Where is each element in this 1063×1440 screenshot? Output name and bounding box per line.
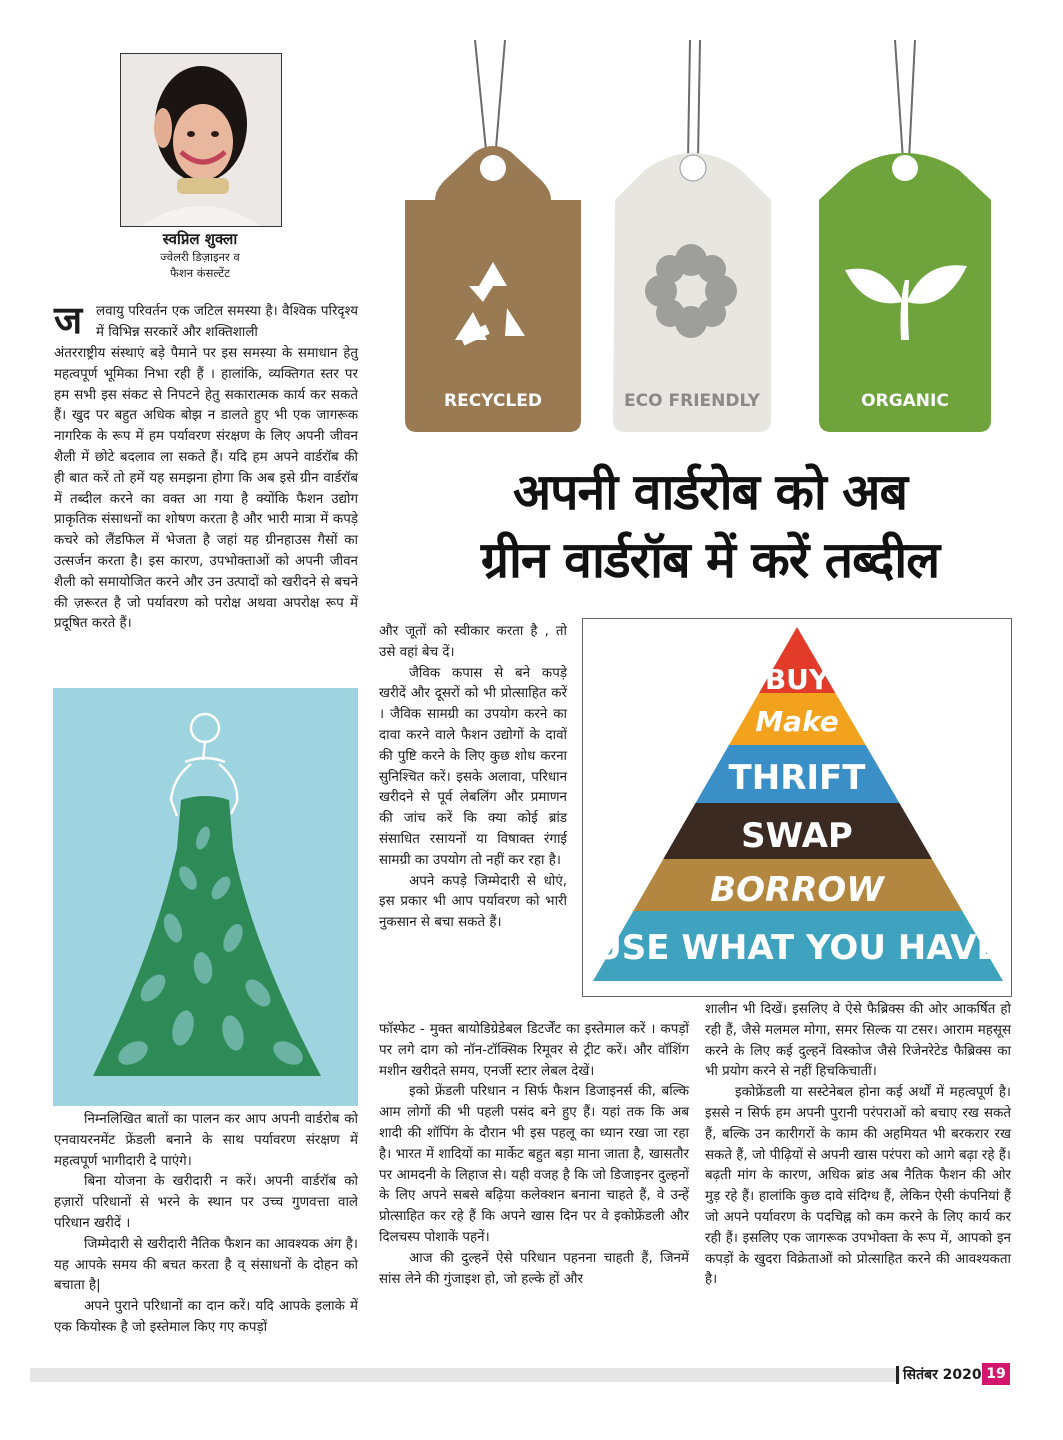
tag-label-recycled: RECYCLED [444, 391, 542, 411]
paragraph: बिना योजना के खरीदारी न करें। अपनी वार्डरॉब को हज़ारों परिधानों से भरने के स्थान पर उच्च गुणवत्ता वाले परिधान खरीदें । [54, 1174, 358, 1231]
author-role: फैशन कंसल्टेंट [170, 266, 230, 280]
col1-bottom-text [54, 1110, 358, 1339]
pyramid-level-borrow: BORROW [710, 870, 884, 910]
paragraph: फॉस्फेट - मुक्त बायोडिग्रेडेबल डिटर्जेंट का इस्तेमाल करें । कपड़ों पर लगे दाग को नॉन-टॉक्सिक रिमूवर से ट्रीट करें। और वॉशिंग मशीन खरीदते समय, एनर्जी स्टार लेबल देखें। [379, 1022, 689, 1079]
paragraph: आज की दुल्हनें ऐसे परिधान पहनना चाहती हैं, जिनमें सांस लेने की गुंजाइश हो, जो हल्के हों और [379, 1250, 689, 1287]
intro-lead-text: लवायु परिवर्तन एक जटिल समस्या है। वैश्विक परिदृश्य में विभिन्न सरकारें और शक्तिशाली [96, 304, 358, 340]
col2-top-text [379, 622, 567, 934]
paragraph: शालीन भी दिखें। इसलिए वे ऐसे फैब्रिक्स की ओर आकर्षित हो रही हैं, जैसे मलमल मोगा, समर सिल्क या टसर। आराम महसूस करने के लिए कई दुल्हनें विस्कोज जैसे रिजेनरेटेड फैब्रिक्स का भी प्रयोग करने से नहीं हिचकिचातीं। [705, 1002, 1011, 1080]
eco-tags-graphic [395, 40, 1015, 460]
headline-line1: अपनी वार्डरोब को अब [512, 463, 908, 521]
eco-tags-image [395, 40, 1015, 460]
tag-label-organic: ORGANIC [861, 391, 949, 411]
paragraph: और जूतों को स्वीकार करता है , तो उसे वहां बेच दें। [379, 624, 567, 660]
paragraph: जिम्मेदारी से खरीदारी नैतिक फैशन का आवश्यक अंग है। यह आपके समय की बचत करता है व् संसाधनों के दोहन को बचाता है| [54, 1236, 358, 1294]
drop-cap: ज [54, 298, 83, 342]
page-number: 19 [982, 1363, 1010, 1385]
paragraph: इको फ्रेंडली परिधान न सिर्फ फैशन डिजाइनर्स की, बल्कि आम लोगों की भी पहली पसंद बने हुए हैं। यहां तक कि अब शादी की शॉपिंग के दौरान भी इस पहलू का ध्यान रखा जा रहा है। भारत में शादियों का मार्केट बहुत बड़ा माना जाता है, खासतौर पर आमदनी के लिहाज से। यही वजह है कि जो डिजाइनर दुल्हनों के लिए अपने सबसे बढ़िया कलेक्शन बनाना चाहते हैं, वे उन्हें प्रोत्साहित कर रहे हैं कि अपने खास दिन पर वे इकोफ्रेंडली और दिलचस्प पोशाकें पहनें। [379, 1084, 689, 1245]
intro-body [54, 344, 358, 635]
footer-bar [30, 1364, 1010, 1386]
paragraph: जैविक कपास से बने कपड़े खरीदें और दूसरों को भी प्रोत्साहित करें । जैविक सामग्री का उपयोग करने का दावा करने वाले फैशन उद्योगों के दावों की पुष्टि करने के लिए कुछ शोध करना सुनिश्चित करें। इसके अलावा, परिधान खरीदने से पूर्व लेबलिंग और प्रमाणन की जांच करें कि क्या कोई ब्रांड संसाधित रसायनों या विषाक्त रंगाई सामग्री का उपयोग तो नहीं कर रहा है। [379, 665, 567, 868]
col2-bottom-text [379, 1020, 689, 1290]
pyramid-level-thrift: THRIFT [728, 758, 866, 798]
intro-body-text: अंतरराष्ट्रीय संस्थाएं बड़े पैमाने पर इस समस्या के समाधान हेतु महत्वपूर्ण भूमिका निभा रही हैं । हालांकि, व्यक्तिगत स्तर पर हम सभी इस संकट से निपटने हेतु सकारात्मक कार्य कर सकते हैं। खुद पर बहुत अधिक बोझ न डालते हुए भी एक जागरूक नागरिक के रूप में हम पर्यावरण संरक्षण के लिए अपनी जीवन शैली में छोटे बदलाव ला सकते हैं। यदि हम अपने वार्डरॉब की ही बात करें तो हमें यह समझना होगा कि अब इसे ग्रीन वार्डरॉब में तब्दील करने का वक्त आ गया है क्योंकि फैशन उद्योग प्राकृतिक संसाधनों का शोषण करता है और भारी मात्रा में कपड़े कचरे को लैंडफिल में भेजता है जहां यह ग्रीनहाउस गैसों का उत्सर्जन करता है। इस कारण, उपभोक्ताओं को अपनी जीवन शैली को समायोजित करने और उन उत्पादों को खरीदने से बचने की ज़रूरत है जो पर्यावरण को परोक्ष अथवा अपरोक्ष रूप में प्रदूषित करते हैं। [54, 346, 358, 632]
col3-text [705, 1000, 1011, 1291]
leaf-dress-graphic [53, 688, 358, 1106]
author-photo [120, 53, 282, 227]
paragraph: निम्नलिखित बातों का पालन कर आप अपनी वार्डरोब को एनवायरनमेंट फ्रेंडली बनाने के साथ पर्यावरण संरक्षण में महत्वपूर्ण भागीदारी दे पाएंगे। [54, 1112, 358, 1169]
pyramid-level-make: Make [755, 705, 839, 738]
headline-line2: ग्रीन वार्डरॉब में करें तब्दील [480, 531, 940, 589]
footer-month: सितंबर 2020 [903, 1367, 982, 1383]
author-name: स्वप्निल शुक्ला [162, 230, 238, 248]
pyramid-graphic [583, 619, 1011, 996]
paragraph: अपने पुराने परिधानों का दान करें। यदि आपके इलाके में एक कियोस्क है जो इस्तेमाल किए गए कपड़ों [54, 1299, 358, 1335]
author-portrait-graphic [121, 54, 281, 226]
consumption-pyramid-image [582, 618, 1012, 997]
paragraph: इकोफ्रेंडली या सस्टेनेबल होना कई अर्थों में महत्वपूर्ण है। इससे न सिर्फ हम अपनी पुरानी परंपराओं को बचाए रख सकते हैं, बल्कि उन कारीगरों के काम की अहमियत भी बरकरार रख सकते हैं, जो पीढ़ियों से अपनी खास परंपरा को आगे बढ़ा रहे हैं। बढ़ती मांग के कारण, अधिक ब्रांड अब नैतिक फैशन की ओर मुड़ रहे हैं। हालांकि कुछ दावे संदिग्ध हैं, लेकिन ऐसी कंपनियां हैं जो अपने पर्यावरण के पदचिह्न को कम करने के लिए कार्य कर रही हैं। इसलिए एक जागरूक उपभोक्ता के रूप में, आपको इन कपड़ों के खुदरा विक्रेताओं को प्रोत्साहित करने की आवश्यकता है। [705, 1085, 1011, 1288]
paragraph: अपने कपड़े जिम्मेदारी से धोएं, इस प्रकार भी आप पर्यावरण को भारी नुकसान से बचा सकते हैं। [379, 873, 567, 931]
pyramid-level-use-what-you-have: USE WHAT YOU HAVE [594, 928, 1000, 968]
pyramid-level-buy: BUY [764, 663, 830, 696]
tag-label-eco-friendly: ECO FRIENDLY [624, 391, 760, 411]
dress-illustration [53, 688, 358, 1106]
footer-rule [30, 1364, 1010, 1386]
author-role: ज्वेलरी डिज़ाइनर व [160, 250, 240, 264]
intro-lead [96, 302, 358, 344]
pyramid-level-swap: SWAP [741, 816, 853, 856]
